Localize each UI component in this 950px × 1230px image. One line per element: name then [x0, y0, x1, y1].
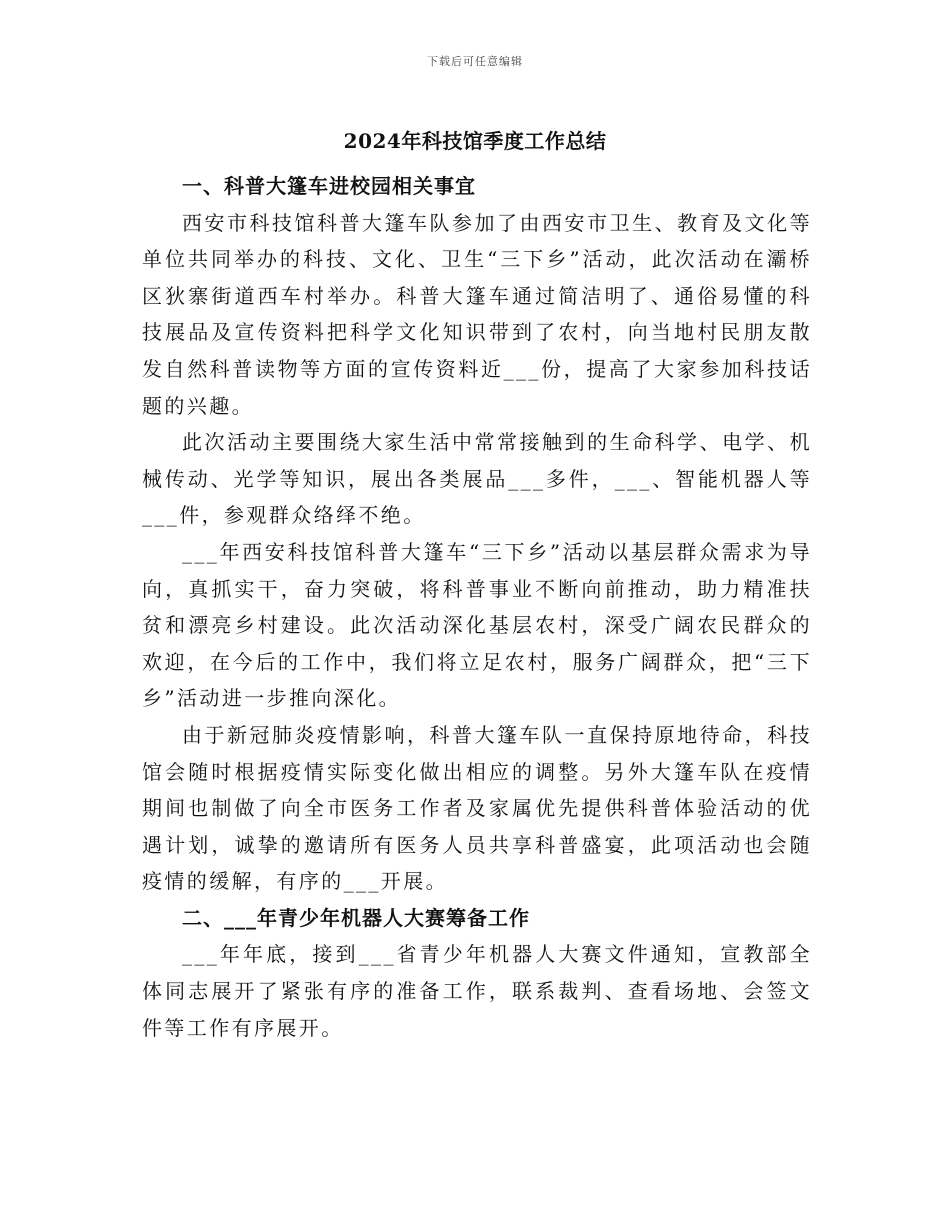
section-heading-1: 一、科普大篷车进校园相关事宜	[182, 174, 476, 198]
document-title: 2024年科技馆季度工作总结	[343, 129, 607, 153]
section-heading-2: 二、___年青少年机器人大赛筹备工作	[182, 905, 530, 930]
paragraph: ___年年底，接到___省青少年机器人大赛文件通知，宣教部全体同志展开了紧张有序的准备工作，联系裁判、查看场地、会签文件等工作有序展开。	[142, 942, 812, 1040]
paragraph: 此次活动主要围绕大家生活中常常接触到的生命科学、电学、机械传动、光学等知识，展出各类展品___多件，___、智能机器人等___件，参观群众络绎不绝。	[142, 430, 812, 528]
header-note: 下载后可任意编辑	[427, 55, 523, 68]
paragraph: 西安市科技馆科普大篷车队参加了由西安市卫生、教育及文化等单位共同举办的科技、文化、卫生“三下乡”活动，此次活动在灞桥区狄寨街道西车村举办。科普大篷车通过简洁明了、通俗易懂的科技展品及宣传资料把科学文化知识带到了农村，向当地村民朋友散发自然科普读物等方面的宣传资料近___份，提高了大家参加科技话题的兴趣。	[142, 210, 812, 418]
paragraph: ___年西安科技馆科普大篷车“三下乡”活动以基层群众需求为导向，真抓实干，奋力突破，将科普事业不断向前推动，助力精准扶贫和漂亮乡村建设。此次活动深化基层农村，深受广阔农民群众的欢迎，在今后的工作中，我们将立足农村，服务广阔群众，把“三下乡”活动进一步推向深化。	[142, 539, 812, 711]
paragraph: 由于新冠肺炎疫情影响，科普大篷车队一直保持原地待命，科技馆会随时根据疫情实际变化做出相应的调整。另外大篷车队在疫情期间也制做了向全市医务工作者及家属优先提供科普体验活动的优遇计划，诚挚的邀请所有医务人员共享科普盛宴，此项活动也会随疫情的缓解，有序的___开展。	[142, 722, 812, 894]
document-body	[142, 168, 812, 1046]
